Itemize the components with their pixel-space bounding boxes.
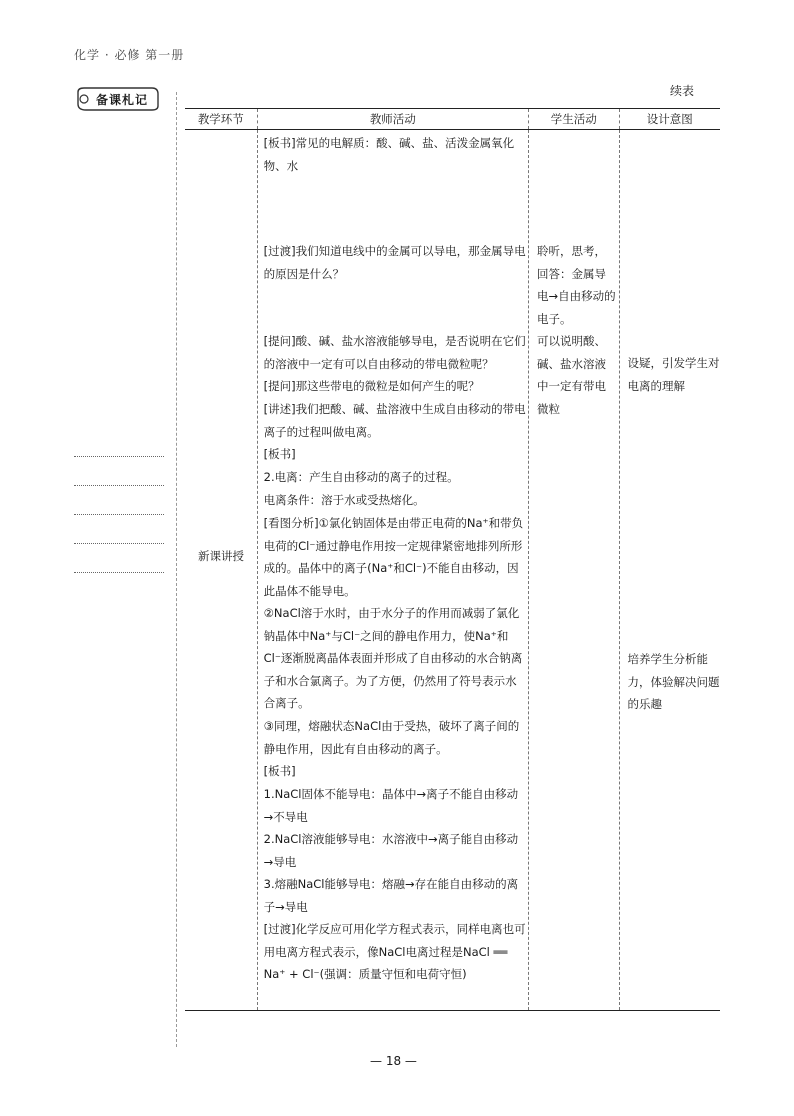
teacher-item: 电离条件：溶于水或受热熔化。 bbox=[263, 493, 425, 507]
teacher-item: 2.NaCl溶液能够导电：水溶液中→离子能自由移动→导电 bbox=[263, 832, 519, 869]
note-line bbox=[74, 456, 164, 457]
teacher-item: [提问]那这些带电的微粒是如何产生的呢？ bbox=[263, 379, 480, 393]
badge-label: 备课札记 bbox=[96, 93, 149, 107]
design-item: 培养学生分析能力，体验解决问题的乐趣 bbox=[627, 652, 720, 711]
header-student: 学生活动 bbox=[529, 109, 620, 130]
teacher-item: ③同理，熔融状态NaCl由于受热，破坏了离子间的静电作用，因此有自由移动的离子。 bbox=[263, 719, 520, 756]
page-number: — 18 — bbox=[370, 1054, 417, 1068]
note-line bbox=[74, 514, 164, 515]
design-item: 设疑，引发学生对电离的理解 bbox=[627, 356, 720, 393]
header-teacher: 教师活动 bbox=[257, 109, 528, 130]
book-title: 化学 · 必修 第一册 bbox=[74, 48, 185, 62]
header-phase: 教学环节 bbox=[185, 109, 257, 130]
teacher-item: [过渡]我们知道电线中的金属可以导电，那金属导电的原因是什么？ bbox=[263, 244, 526, 281]
teacher-item: [看图分析]①氯化钠固体是由带正电荷的Na⁺和带负电荷的Cl⁻通过静电作用按一定规律紧密地排列所形成的。晶体中的离子(Na⁺和Cl⁻)不能自由移动，因此晶体不能导电。 bbox=[263, 516, 524, 598]
teacher-item: [提问]酸、碱、盐水溶液能够导电，是否说明在它们的溶液中一定有可以自由移动的带电微粒呢？ bbox=[263, 334, 526, 371]
header-design: 设计意图 bbox=[619, 109, 720, 130]
table-row bbox=[185, 130, 720, 1011]
lesson-notes-badge bbox=[74, 86, 160, 112]
teacher-item: ②NaCl溶于水时，由于水分子的作用而减弱了氯化钠晶体中Na⁺与Cl⁻之间的静电作用力，使Na⁺和Cl⁻逐渐脱离晶体表面并形成了自由移动的水合钠离子和水合氯离子。为了方便，仍然用了符号表示水合离子。 bbox=[263, 606, 523, 710]
margin-divider bbox=[176, 92, 177, 1047]
table-header-row bbox=[185, 109, 720, 130]
teacher-item: [板书] bbox=[263, 764, 296, 778]
note-line bbox=[74, 485, 164, 486]
note-line bbox=[74, 572, 164, 573]
teacher-item: [板书]常见的电解质：酸、碱、盐、活泼金属氧化物、水 bbox=[263, 136, 515, 173]
teacher-item: 2.电离：产生自由移动的离子的过程。 bbox=[263, 470, 459, 484]
phase-label: 新课讲授 bbox=[198, 549, 244, 563]
continued-label: 续表 bbox=[670, 84, 695, 98]
note-line bbox=[74, 543, 164, 544]
lesson-table bbox=[185, 108, 720, 1011]
student-item: 可以说明酸、碱、盐水溶液中一定有带电微粒 bbox=[537, 334, 607, 416]
teacher-item: 3.熔融NaCl能够导电：熔融→存在能自由移动的离子→导电 bbox=[263, 877, 519, 914]
teacher-item: [过渡]化学反应可用化学方程式表示，同样电离也可用电离方程式表示，像NaCl电离过程是NaCl ══ Na⁺ + Cl⁻(强调：质量守恒和电荷守恒) bbox=[263, 922, 526, 981]
teacher-item: 1.NaCl固体不能导电：晶体中→离子不能自由移动→不导电 bbox=[263, 787, 519, 824]
teacher-item: [讲述]我们把酸、碱、盐溶液中生成自由移动的带电离子的过程叫做电离。 bbox=[263, 402, 526, 439]
student-item: 聆听，思考，回答：金属导电→自由移动的电子。 bbox=[537, 244, 616, 326]
teacher-item: [板书] bbox=[263, 447, 296, 461]
